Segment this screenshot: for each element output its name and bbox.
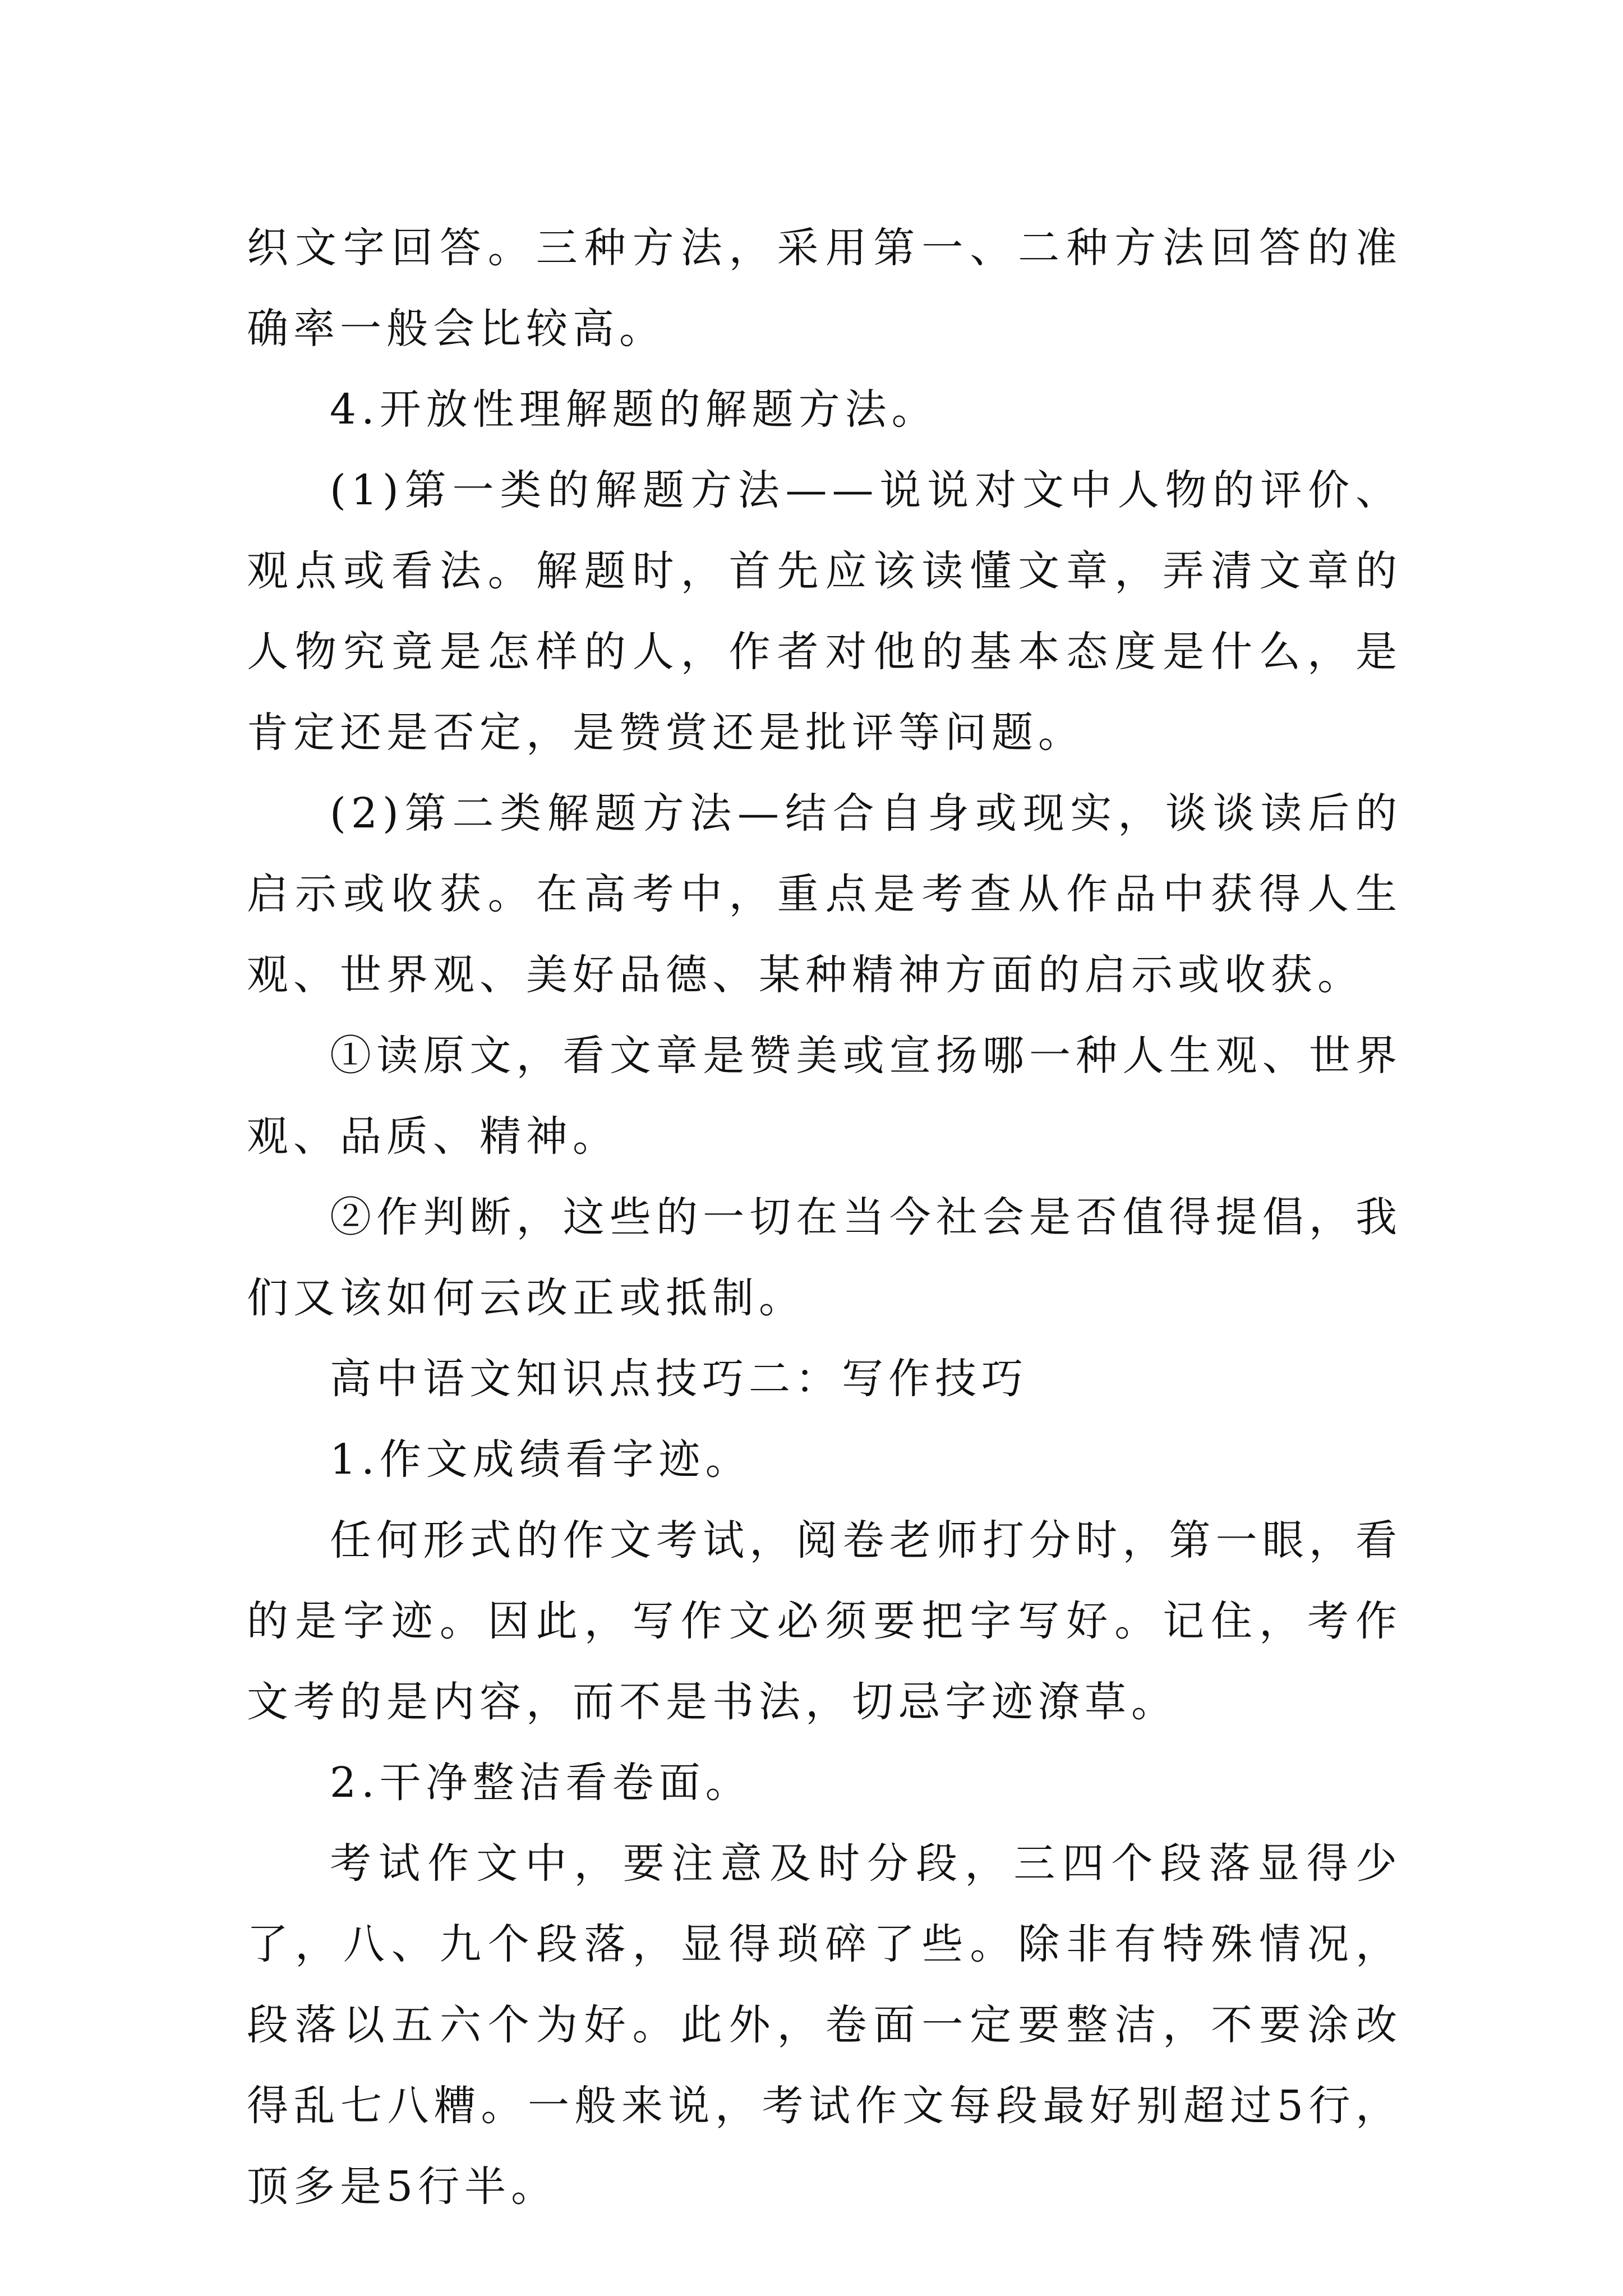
paragraph-step-2: ②作判断，这些的一切在当今社会是否值得提倡，我们又该如何云改正或抵制。: [247, 1193, 1402, 1322]
section-heading-writing-skills: 高中语文知识点技巧二：写作技巧: [330, 1355, 1028, 1403]
subheading-neatness: 2.干净整洁看卷面。: [330, 1759, 752, 1807]
paragraph-method-type-2: (2)第二类解题方法—结合自身或现实，谈谈读后的启示或收获。在高考中，重点是考查从作品中获得人生观、世界观、美好品德、某种精神方面的启示或收获。: [247, 789, 1402, 999]
paragraph-method-type-1: (1)第一类的解题方法——说说对文中人物的评价、观点或看法。解题时，首先应该读懂文章，弄清文章的人物究竟是怎样的人，作者对他的基本态度是什么，是肯定还是否定，是赞赏还是批评等问题。: [247, 466, 1402, 757]
paragraph-step-1: ①读原文，看文章是赞美或宣扬哪一种人生观、世界观、品质、精神。: [247, 1032, 1402, 1161]
paragraph-neatness: 考试作文中，要注意及时分段，三四个段落显得少了，八、九个段落，显得琐碎了些。除非有特殊情况，段落以五六个为好。此外，卷面一定要整洁，不要涂改得乱七八糟。一般来说，考试作文每段最好别超过5行，顶多是5行半。: [247, 1839, 1402, 2211]
paragraph-handwriting: 任何形式的作文考试，阅卷老师打分时，第一眼，看的是字迹。因此，写作文必须要把字写好。记住，考作文考的是内容，而不是书法，切忌字迹潦草。: [247, 1516, 1402, 1726]
paragraph-open-question-methods: 4.开放性理解题的解题方法。: [330, 385, 938, 434]
subheading-handwriting: 1.作文成绩看字迹。: [330, 1435, 752, 1484]
document-body: [247, 208, 1402, 2227]
paragraph-continuation: 织文字回答。三种方法，采用第一、二种方法回答的准确率一般会比较高。: [247, 224, 1402, 353]
